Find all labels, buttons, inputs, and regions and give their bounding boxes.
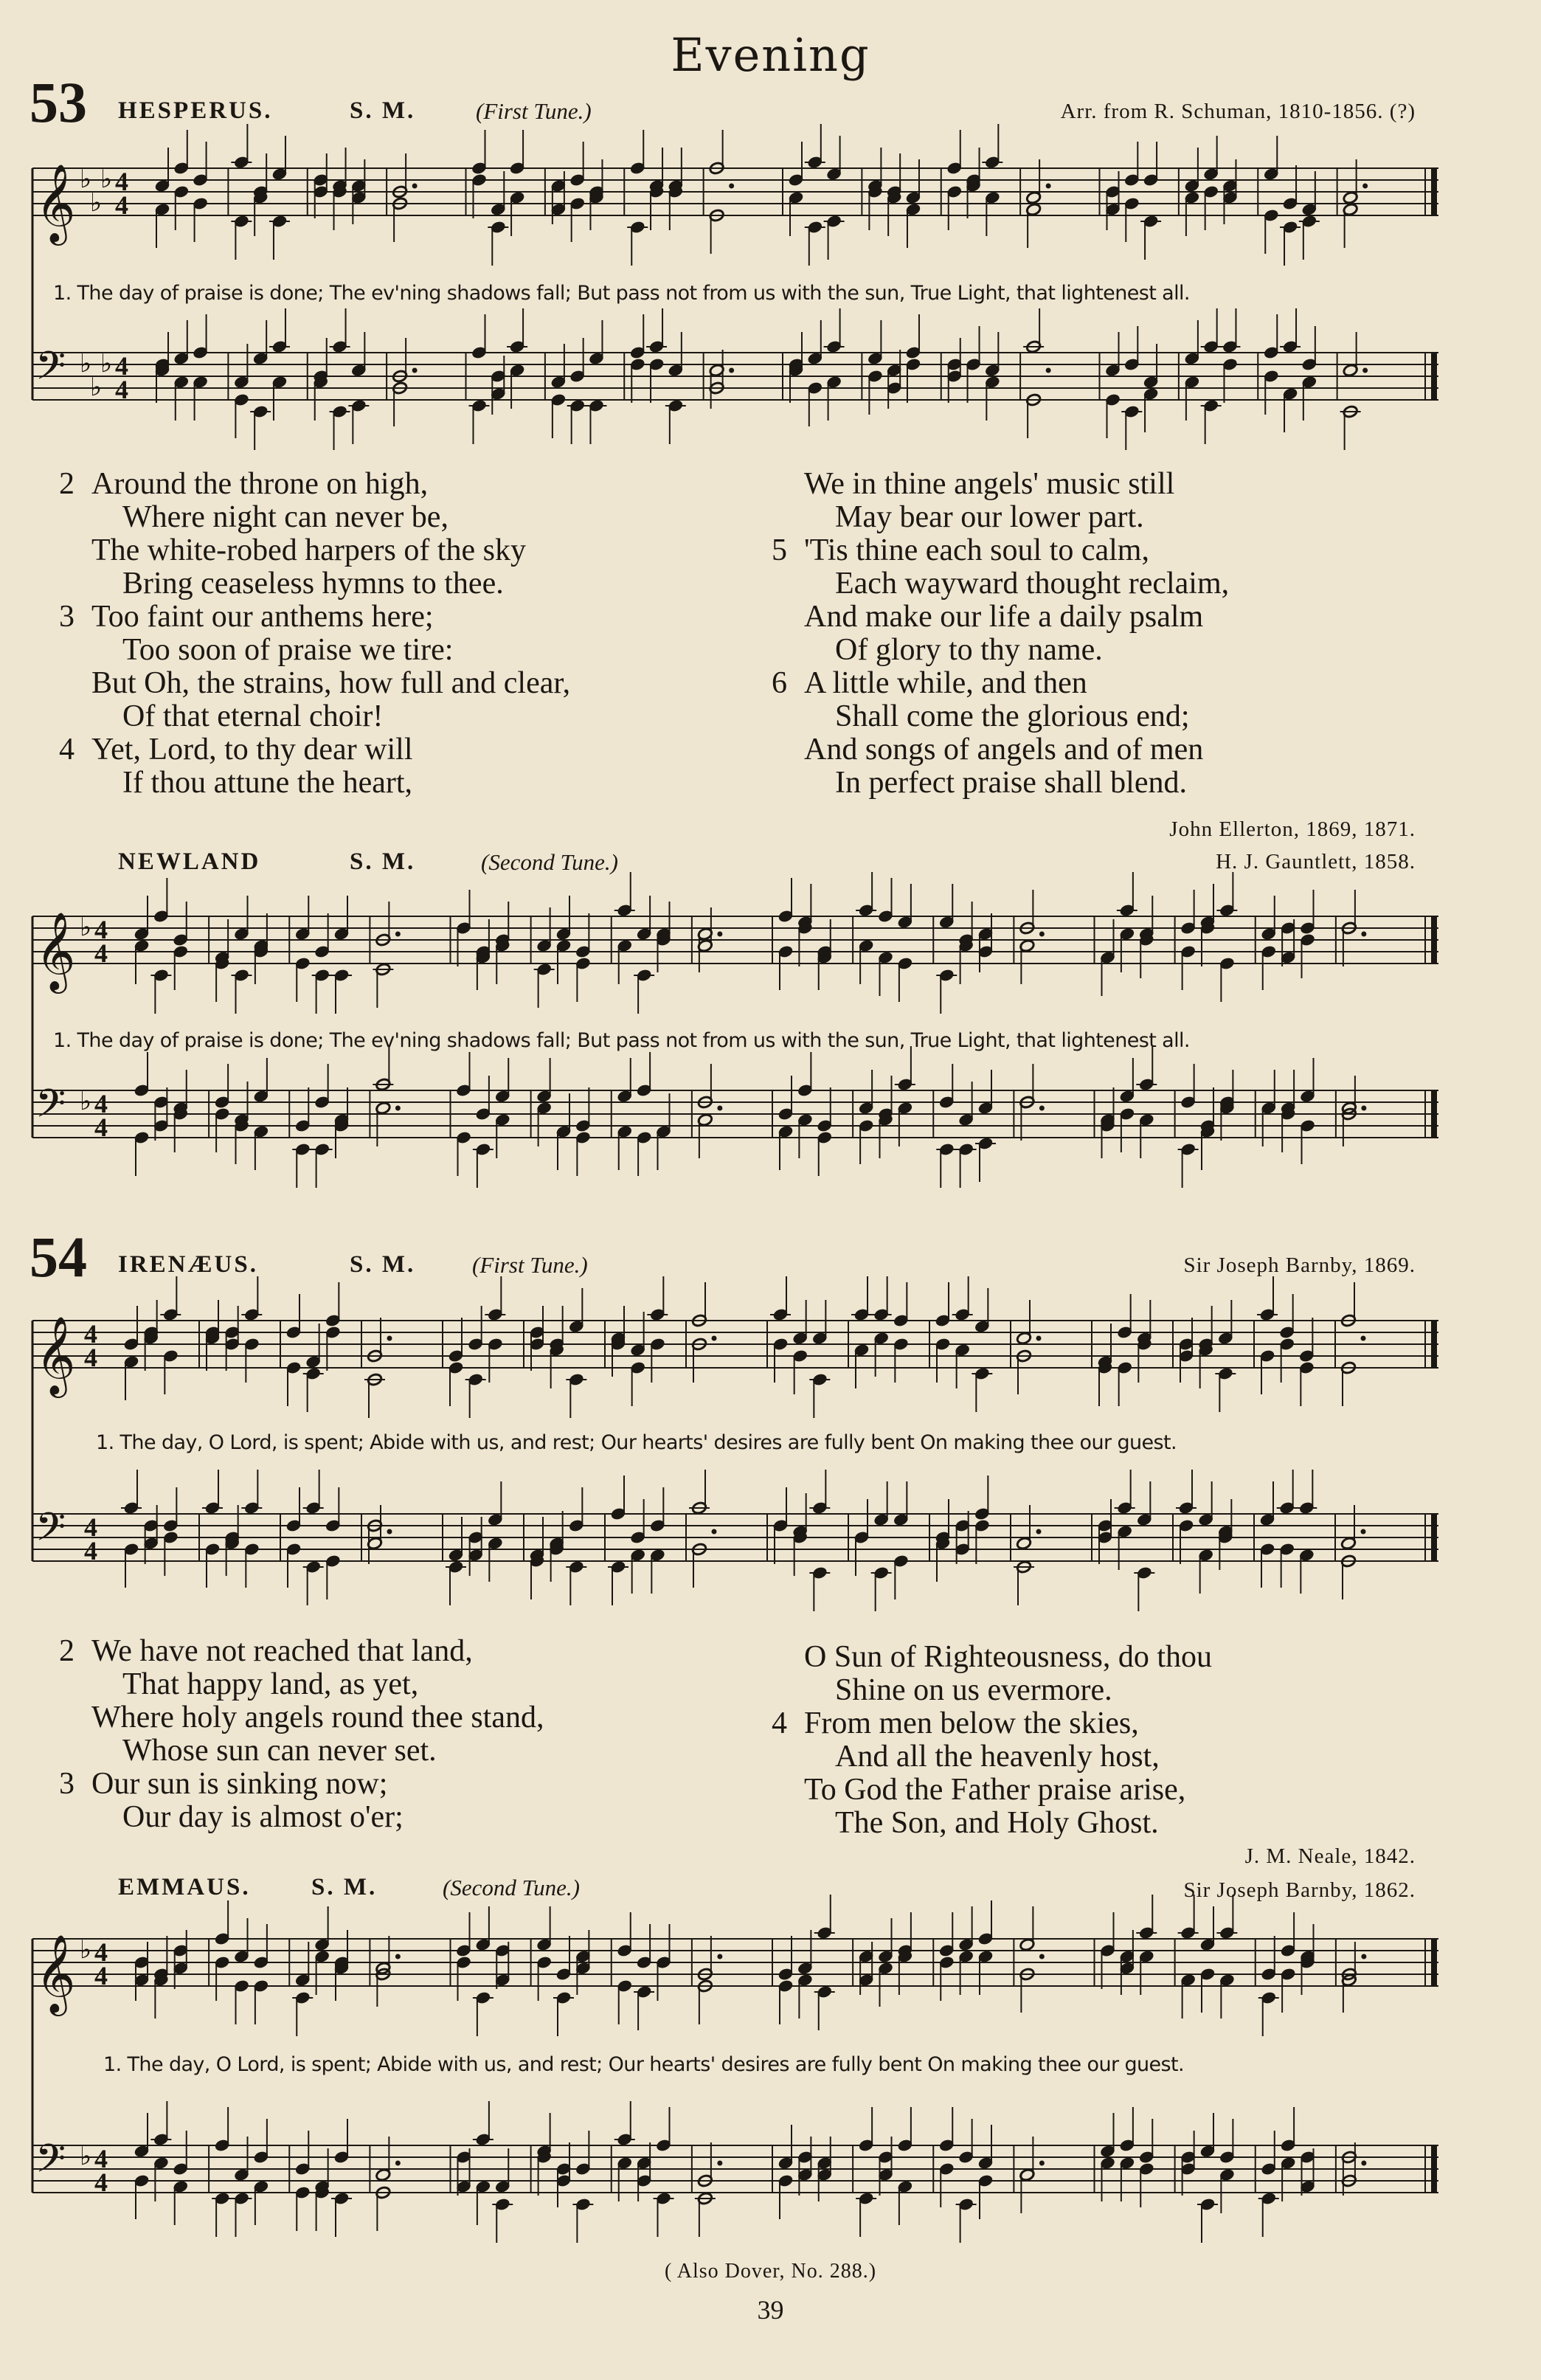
verse: 2 We have not reached that land, <box>59 1634 473 1668</box>
time-signature-top: 4 <box>115 351 128 381</box>
verse-line: To God the Father praise arise, <box>804 1773 1186 1807</box>
treble-clef-icon: 𝄞 <box>35 1315 76 1394</box>
verse-line: Our day is almost o'er; <box>122 1800 404 1834</box>
tune-note: (First Tune.) <box>472 1252 588 1278</box>
flat-icon: ♭ <box>80 165 92 194</box>
composer-credit: Sir Joseph Barnby, 1869. <box>1183 1253 1416 1277</box>
composer-credit: Arr. from R. Schuman, 1810-1856. (?) <box>1060 100 1416 123</box>
verse-line: Where holy angels round thee stand, <box>91 1701 544 1734</box>
time-signature-bottom: 4 <box>84 1343 97 1372</box>
bass-clef-icon: 𝄢 <box>35 1082 66 1136</box>
bass-clef-icon: 𝄢 <box>35 2137 66 2191</box>
lyric-line: 1. The day of praise is done; The ev'ning shadows fall; But pass not from us with the sun, True Light, that lightenest all. <box>53 282 1190 305</box>
time-signature-bottom: 4 <box>84 1536 97 1566</box>
verse-line: O Sun of Righteousness, do thou <box>804 1640 1213 1674</box>
verse-line: Each wayward thought reclaim, <box>835 567 1230 601</box>
verse-line: But Oh, the strains, how full and clear, <box>91 666 571 700</box>
time-signature-bottom: 4 <box>94 938 108 968</box>
time-signature-top: 4 <box>94 1089 108 1118</box>
verse-line: That happy land, as yet, <box>122 1667 419 1701</box>
verse: 3 Too faint our anthems here; <box>59 600 434 634</box>
tune-name: NEWLAND <box>118 848 261 875</box>
time-signature-top: 4 <box>94 915 108 944</box>
flat-icon: ♭ <box>100 165 113 194</box>
lyric-line: 1. The day, O Lord, is spent; Abide with us, and rest; Our hearts' desires are fully bent On making thee our guest. <box>96 1431 1177 1454</box>
treble-clef-icon: 𝄞 <box>35 1934 76 2013</box>
tune-note: (First Tune.) <box>476 98 592 124</box>
verse-line: May bear our lower part. <box>835 500 1144 534</box>
flat-icon: ♭ <box>80 913 92 942</box>
composer-credit: Sir Joseph Barnby, 1862. <box>1183 1878 1416 1902</box>
treble-clef-icon: 𝄞 <box>35 163 76 242</box>
tune-meter: S. M. <box>350 97 416 124</box>
time-signature-top: 4 <box>94 1937 108 1967</box>
verse: 6 A little while, and then <box>772 666 1087 700</box>
treble-clef-icon: 𝄞 <box>35 911 76 990</box>
author-credit: John Ellerton, 1869, 1871. <box>1169 817 1416 841</box>
tune-name: HESPERUS. <box>118 97 273 124</box>
verse-line: Bring ceaseless hymns to thee. <box>122 567 504 601</box>
tune-name: EMMAUS. <box>118 1874 251 1900</box>
flat-icon: ♭ <box>80 2142 92 2171</box>
flat-icon: ♭ <box>100 349 113 378</box>
tune-meter: S. M. <box>350 1251 416 1278</box>
final-barline <box>1431 2145 1437 2193</box>
augmentation-dot <box>1039 2161 1045 2166</box>
verse-line: Shine on us evermore. <box>835 1673 1112 1707</box>
composer-credit: H. J. Gauntlett, 1858. <box>1216 850 1416 874</box>
hymn-number: 54 <box>30 1225 87 1289</box>
tune-name: IRENÆUS. <box>118 1251 258 1278</box>
flat-icon: ♭ <box>80 1087 92 1116</box>
verse-line: If thou attune the heart, <box>122 766 413 800</box>
verse: 5 'Tis thine each soul to calm, <box>772 533 1149 567</box>
augmentation-dot <box>1361 2161 1366 2166</box>
verse-line: Whose sun can never set. <box>122 1734 437 1768</box>
verse-line: We in thine angels' music still <box>804 467 1175 501</box>
augmentation-dot <box>395 2161 401 2166</box>
time-signature-top: 4 <box>115 167 128 196</box>
verse: 4 Yet, Lord, to thy dear will <box>59 733 413 767</box>
tune-meter: S. M. <box>350 848 416 875</box>
flat-icon: ♭ <box>90 188 103 218</box>
bass-clef-icon: 𝄢 <box>35 344 66 398</box>
time-signature-top: 4 <box>84 1512 97 1542</box>
flat-icon: ♭ <box>80 1935 92 1965</box>
verse-line: Too soon of praise we tire: <box>122 633 454 667</box>
time-signature-bottom: 4 <box>115 375 128 404</box>
verse-line: The Son, and Holy Ghost. <box>835 1806 1159 1840</box>
lyric-line: 1. The day of praise is done; The ev'ning shadows fall; But pass not from us with the sun, True Light, that lightenest all. <box>53 1029 1190 1052</box>
verse-line: Of glory to thy name. <box>835 633 1103 667</box>
section-title: Evening <box>671 28 870 82</box>
time-signature-top: 4 <box>84 1319 97 1349</box>
tune-meter: S. M. <box>311 1874 378 1900</box>
verse-line: And all the heavenly host, <box>835 1740 1160 1774</box>
hymn-number: 53 <box>30 70 87 134</box>
time-signature-top: 4 <box>94 2144 108 2173</box>
verse-line: And make our life a daily psalm <box>804 600 1204 634</box>
page-number: 39 <box>757 2295 784 2325</box>
verse-line: Shall come the glorious end; <box>835 699 1190 733</box>
footer-note: ( Also Dover, No. 288.) <box>664 2260 877 2283</box>
flat-icon: ♭ <box>90 373 103 402</box>
tune-note: (Second Tune.) <box>443 1875 580 1900</box>
verse: 4 From men below the skies, <box>772 1706 1139 1740</box>
author-credit: J. M. Neale, 1842. <box>1244 1844 1416 1868</box>
flat-icon: ♭ <box>80 349 92 378</box>
time-signature-bottom: 4 <box>115 190 128 220</box>
verse-line: Of that eternal choir! <box>122 699 384 733</box>
verse-line: In perfect praise shall blend. <box>835 766 1187 800</box>
tune-note: (Second Tune.) <box>481 849 618 875</box>
verse: 2 Around the throne on high, <box>59 467 429 501</box>
augmentation-dot <box>717 2161 722 2166</box>
verse-line: And songs of angels and of men <box>804 733 1204 767</box>
time-signature-bottom: 4 <box>94 1113 108 1142</box>
bass-clef-icon: 𝄢 <box>35 1505 66 1560</box>
time-signature-bottom: 4 <box>94 1961 108 1990</box>
verse-line: Where night can never be, <box>122 500 449 534</box>
time-signature-bottom: 4 <box>94 2168 108 2197</box>
lyric-line: 1. The day, O Lord, is spent; Abide with us, and rest; Our hearts' desires are fully bent On making thee our guest. <box>103 2053 1184 2076</box>
verse-line: The white-robed harpers of the sky <box>91 533 526 567</box>
verse: 3 Our sun is sinking now; <box>59 1767 388 1801</box>
